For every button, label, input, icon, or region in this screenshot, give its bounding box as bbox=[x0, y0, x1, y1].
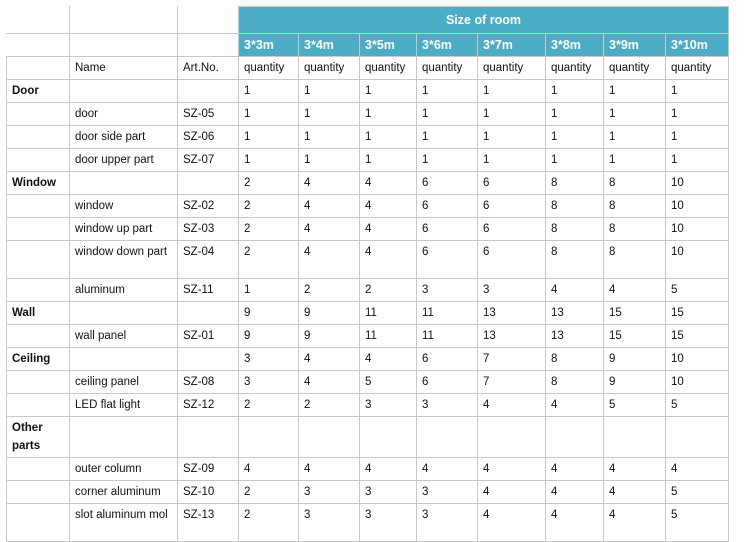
section-cell bbox=[7, 241, 70, 279]
quantity-column-header: quantity bbox=[604, 57, 666, 80]
table-row bbox=[7, 394, 729, 417]
quantity-cell bbox=[604, 417, 666, 458]
quantity-cell: 13 bbox=[478, 302, 546, 325]
quantity-cell: 9 bbox=[239, 302, 299, 325]
item-name-cell: slot aluminum mol bbox=[70, 504, 178, 542]
quantity-cell: 6 bbox=[417, 348, 478, 371]
quantity-cell: 3 bbox=[299, 504, 360, 542]
header-blank bbox=[7, 34, 70, 57]
quantity-cell: 15 bbox=[604, 302, 666, 325]
size-column-header: 3*9m bbox=[604, 34, 666, 57]
quantity-cell: 13 bbox=[546, 325, 604, 348]
table-row bbox=[7, 103, 729, 126]
item-name-cell: window bbox=[70, 195, 178, 218]
quantity-cell: 1 bbox=[666, 126, 729, 149]
quantity-cell: 4 bbox=[360, 195, 417, 218]
quantity-cell: 8 bbox=[546, 218, 604, 241]
quantity-cell: 1 bbox=[299, 149, 360, 172]
quantity-cell: 6 bbox=[478, 218, 546, 241]
art-no-cell: SZ-08 bbox=[178, 371, 239, 394]
quantity-cell: 3 bbox=[417, 504, 478, 542]
quantity-cell: 6 bbox=[417, 241, 478, 279]
quantity-cell: 10 bbox=[666, 172, 729, 195]
quantity-cell: 4 bbox=[604, 279, 666, 302]
art-no-cell: SZ-07 bbox=[178, 149, 239, 172]
quantity-cell: 2 bbox=[239, 218, 299, 241]
quantity-cell: 9 bbox=[604, 348, 666, 371]
quantity-cell: 1 bbox=[666, 149, 729, 172]
quantity-cell: 15 bbox=[666, 325, 729, 348]
item-name-cell: wall panel bbox=[70, 325, 178, 348]
item-name-cell: window up part bbox=[70, 218, 178, 241]
quantity-cell: 9 bbox=[299, 325, 360, 348]
table-row bbox=[7, 348, 729, 371]
section-cell bbox=[7, 325, 70, 348]
quantity-cell: 2 bbox=[239, 195, 299, 218]
section-cell bbox=[7, 195, 70, 218]
table-row bbox=[7, 172, 729, 195]
table-row bbox=[7, 195, 729, 218]
size-column-header: 3*6m bbox=[417, 34, 478, 57]
quantity-cell: 1 bbox=[666, 103, 729, 126]
quantity-cell: 3 bbox=[299, 481, 360, 504]
table-row bbox=[7, 80, 729, 103]
quantity-cell: 1 bbox=[239, 126, 299, 149]
quantity-cell: 1 bbox=[604, 80, 666, 103]
quantity-cell: 1 bbox=[239, 103, 299, 126]
item-name-cell bbox=[70, 80, 178, 103]
quantity-cell: 4 bbox=[478, 394, 546, 417]
quantity-cell: 7 bbox=[478, 348, 546, 371]
quantity-cell: 4 bbox=[546, 458, 604, 481]
art-no-cell: SZ-09 bbox=[178, 458, 239, 481]
quantity-cell: 5 bbox=[666, 481, 729, 504]
item-name-cell: window down part bbox=[70, 241, 178, 279]
header-blank bbox=[178, 7, 239, 34]
quantity-cell: 1 bbox=[239, 149, 299, 172]
item-name-cell: door upper part bbox=[70, 149, 178, 172]
header-blank bbox=[70, 7, 178, 34]
name-column-header: Name bbox=[70, 57, 178, 80]
table-row bbox=[7, 149, 729, 172]
quantity-cell: 1 bbox=[666, 80, 729, 103]
item-name-cell: aluminum bbox=[70, 279, 178, 302]
art-no-cell bbox=[178, 417, 239, 458]
quantity-cell: 8 bbox=[546, 195, 604, 218]
quantity-cell: 4 bbox=[546, 504, 604, 542]
quantity-cell: 8 bbox=[604, 172, 666, 195]
quantity-cell: 10 bbox=[666, 371, 729, 394]
section-cell bbox=[7, 126, 70, 149]
quantity-cell: 13 bbox=[478, 325, 546, 348]
table-row bbox=[7, 481, 729, 504]
section-cell bbox=[7, 394, 70, 417]
quantity-cell: 4 bbox=[546, 394, 604, 417]
size-of-room-header: Size of room bbox=[239, 7, 729, 34]
item-name-cell bbox=[70, 302, 178, 325]
quantity-cell: 10 bbox=[666, 218, 729, 241]
quantity-cell bbox=[360, 417, 417, 458]
quantity-cell: 4 bbox=[360, 348, 417, 371]
size-column-header: 3*8m bbox=[546, 34, 604, 57]
quantity-cell: 4 bbox=[360, 172, 417, 195]
art-no-cell: SZ-01 bbox=[178, 325, 239, 348]
quantity-cell: 9 bbox=[604, 371, 666, 394]
quantity-cell: 2 bbox=[299, 394, 360, 417]
quantity-cell: 13 bbox=[546, 302, 604, 325]
section-cell bbox=[7, 218, 70, 241]
item-name-cell bbox=[70, 417, 178, 458]
quantity-cell: 9 bbox=[239, 325, 299, 348]
section-cell: Other parts bbox=[7, 417, 70, 458]
quantity-cell: 3 bbox=[239, 348, 299, 371]
section-cell bbox=[7, 504, 70, 542]
quantity-cell: 2 bbox=[239, 172, 299, 195]
quantity-cell: 11 bbox=[360, 302, 417, 325]
quantity-cell: 1 bbox=[299, 80, 360, 103]
item-name-cell: door bbox=[70, 103, 178, 126]
quantity-cell: 15 bbox=[604, 325, 666, 348]
quantity-cell: 1 bbox=[478, 126, 546, 149]
quantity-cell: 11 bbox=[417, 302, 478, 325]
quantity-cell: 4 bbox=[604, 458, 666, 481]
quantity-column-header: quantity bbox=[478, 57, 546, 80]
quantity-cell: 1 bbox=[299, 126, 360, 149]
quantity-cell: 4 bbox=[478, 504, 546, 542]
quantity-cell bbox=[666, 417, 729, 458]
quantity-cell: 4 bbox=[299, 195, 360, 218]
quantity-cell: 4 bbox=[604, 504, 666, 542]
quantity-cell: 11 bbox=[360, 325, 417, 348]
table-row bbox=[7, 504, 729, 542]
section-cell bbox=[7, 279, 70, 302]
quantity-cell: 2 bbox=[360, 279, 417, 302]
quantity-cell: 3 bbox=[417, 481, 478, 504]
quantity-cell: 4 bbox=[239, 458, 299, 481]
item-name-cell: ceiling panel bbox=[70, 371, 178, 394]
section-cell bbox=[7, 371, 70, 394]
quantity-cell: 4 bbox=[478, 458, 546, 481]
section-cell bbox=[7, 458, 70, 481]
art-no-cell bbox=[178, 80, 239, 103]
quantity-cell: 10 bbox=[666, 348, 729, 371]
quantity-cell: 4 bbox=[604, 481, 666, 504]
quantity-cell: 8 bbox=[546, 172, 604, 195]
quantity-cell: 5 bbox=[666, 279, 729, 302]
quantity-cell: 4 bbox=[546, 279, 604, 302]
quantity-cell: 4 bbox=[299, 172, 360, 195]
size-column-header: 3*4m bbox=[299, 34, 360, 57]
art-no-cell: SZ-03 bbox=[178, 218, 239, 241]
table-row bbox=[7, 126, 729, 149]
section-column-header bbox=[7, 57, 70, 80]
art-no-cell bbox=[178, 302, 239, 325]
quantity-cell: 10 bbox=[666, 241, 729, 279]
quantity-cell bbox=[239, 417, 299, 458]
size-column-header: 3*5m bbox=[360, 34, 417, 57]
quantity-cell: 6 bbox=[478, 172, 546, 195]
quantity-cell: 1 bbox=[239, 279, 299, 302]
art-no-cell bbox=[178, 172, 239, 195]
quantity-cell: 5 bbox=[666, 504, 729, 542]
item-name-cell: outer column bbox=[70, 458, 178, 481]
quantity-cell: 2 bbox=[239, 504, 299, 542]
quantity-cell: 1 bbox=[360, 80, 417, 103]
quantity-cell: 4 bbox=[299, 241, 360, 279]
quantity-cell: 3 bbox=[360, 394, 417, 417]
quantity-cell: 9 bbox=[299, 302, 360, 325]
quantity-cell: 7 bbox=[478, 371, 546, 394]
quantity-cell: 1 bbox=[299, 103, 360, 126]
quantity-cell: 1 bbox=[546, 149, 604, 172]
item-name-cell: LED flat light bbox=[70, 394, 178, 417]
quantity-cell: 5 bbox=[604, 394, 666, 417]
quantity-column-header: quantity bbox=[239, 57, 299, 80]
section-cell: Window bbox=[7, 172, 70, 195]
quantity-column-header: quantity bbox=[417, 57, 478, 80]
quantity-cell: 4 bbox=[299, 458, 360, 481]
quantity-cell: 4 bbox=[360, 241, 417, 279]
quantity-cell: 5 bbox=[666, 394, 729, 417]
quantity-cell: 1 bbox=[417, 149, 478, 172]
table-row bbox=[7, 417, 729, 458]
quantity-cell: 1 bbox=[478, 80, 546, 103]
quantity-cell bbox=[478, 417, 546, 458]
quantity-cell: 1 bbox=[360, 149, 417, 172]
quantity-cell: 1 bbox=[417, 80, 478, 103]
quantity-cell: 4 bbox=[360, 458, 417, 481]
section-cell bbox=[7, 481, 70, 504]
art-no-cell: SZ-12 bbox=[178, 394, 239, 417]
item-name-cell bbox=[70, 172, 178, 195]
room-size-table bbox=[6, 6, 729, 542]
art-no-cell: SZ-06 bbox=[178, 126, 239, 149]
quantity-cell: 8 bbox=[604, 195, 666, 218]
quantity-cell: 6 bbox=[478, 195, 546, 218]
quantity-cell: 1 bbox=[417, 103, 478, 126]
item-name-cell: corner aluminum bbox=[70, 481, 178, 504]
quantity-cell: 1 bbox=[546, 103, 604, 126]
quantity-cell: 1 bbox=[360, 103, 417, 126]
section-cell: Ceiling bbox=[7, 348, 70, 371]
quantity-cell: 6 bbox=[417, 172, 478, 195]
quantity-cell: 1 bbox=[604, 103, 666, 126]
quantity-cell: 5 bbox=[360, 371, 417, 394]
table-row bbox=[7, 325, 729, 348]
quantity-cell: 3 bbox=[360, 481, 417, 504]
table-row bbox=[7, 458, 729, 481]
quantity-cell: 3 bbox=[417, 394, 478, 417]
quantity-cell bbox=[299, 417, 360, 458]
quantity-cell: 8 bbox=[546, 371, 604, 394]
quantity-cell: 8 bbox=[546, 241, 604, 279]
quantity-cell: 2 bbox=[299, 279, 360, 302]
size-column-header: 3*3m bbox=[239, 34, 299, 57]
art-no-column-header: Art.No. bbox=[178, 57, 239, 80]
quantity-cell: 8 bbox=[546, 348, 604, 371]
quantity-cell bbox=[546, 417, 604, 458]
quantity-cell: 6 bbox=[417, 195, 478, 218]
quantity-cell: 15 bbox=[666, 302, 729, 325]
header-blank bbox=[178, 34, 239, 57]
section-cell: Door bbox=[7, 80, 70, 103]
table-row bbox=[7, 302, 729, 325]
quantity-cell: 3 bbox=[239, 371, 299, 394]
quantity-cell: 2 bbox=[239, 481, 299, 504]
quantity-cell: 4 bbox=[666, 458, 729, 481]
art-no-cell: SZ-02 bbox=[178, 195, 239, 218]
quantity-cell: 4 bbox=[299, 348, 360, 371]
quantity-cell: 4 bbox=[478, 481, 546, 504]
quantity-cell: 4 bbox=[546, 481, 604, 504]
table-row bbox=[7, 241, 729, 279]
quantity-cell: 8 bbox=[604, 218, 666, 241]
quantity-column-header: quantity bbox=[666, 57, 729, 80]
quantity-cell: 3 bbox=[478, 279, 546, 302]
quantity-cell: 3 bbox=[360, 504, 417, 542]
item-name-cell: door side part bbox=[70, 126, 178, 149]
quantity-cell: 4 bbox=[299, 218, 360, 241]
quantity-cell: 4 bbox=[299, 371, 360, 394]
art-no-cell: SZ-05 bbox=[178, 103, 239, 126]
quantity-cell: 1 bbox=[546, 80, 604, 103]
quantity-cell: 3 bbox=[417, 279, 478, 302]
quantity-cell: 1 bbox=[478, 103, 546, 126]
art-no-cell: SZ-13 bbox=[178, 504, 239, 542]
table-row bbox=[7, 371, 729, 394]
quantity-cell: 2 bbox=[239, 394, 299, 417]
quantity-cell: 6 bbox=[417, 371, 478, 394]
art-no-cell bbox=[178, 348, 239, 371]
quantity-cell: 1 bbox=[604, 126, 666, 149]
section-cell bbox=[7, 149, 70, 172]
section-cell bbox=[7, 103, 70, 126]
table-row bbox=[7, 279, 729, 302]
quantity-cell: 4 bbox=[360, 218, 417, 241]
quantity-cell: 1 bbox=[546, 126, 604, 149]
item-name-cell bbox=[70, 348, 178, 371]
table-row bbox=[7, 218, 729, 241]
quantity-cell: 6 bbox=[417, 218, 478, 241]
quantity-cell: 1 bbox=[239, 80, 299, 103]
header-blank bbox=[7, 7, 70, 34]
quantity-column-header: quantity bbox=[299, 57, 360, 80]
header-blank bbox=[70, 34, 178, 57]
quantity-cell: 6 bbox=[478, 241, 546, 279]
quantity-cell: 8 bbox=[604, 241, 666, 279]
section-cell: Wall bbox=[7, 302, 70, 325]
quantity-cell: 1 bbox=[478, 149, 546, 172]
quantity-cell: 1 bbox=[417, 126, 478, 149]
quantity-column-header: quantity bbox=[546, 57, 604, 80]
size-column-header: 3*10m bbox=[666, 34, 729, 57]
art-no-cell: SZ-11 bbox=[178, 279, 239, 302]
quantity-cell: 2 bbox=[239, 241, 299, 279]
quantity-cell bbox=[417, 417, 478, 458]
quantity-cell: 1 bbox=[360, 126, 417, 149]
quantity-column-header: quantity bbox=[360, 57, 417, 80]
quantity-cell: 1 bbox=[604, 149, 666, 172]
quantity-cell: 11 bbox=[417, 325, 478, 348]
art-no-cell: SZ-04 bbox=[178, 241, 239, 279]
quantity-cell: 10 bbox=[666, 195, 729, 218]
art-no-cell: SZ-10 bbox=[178, 481, 239, 504]
size-column-header: 3*7m bbox=[478, 34, 546, 57]
quantity-cell: 4 bbox=[417, 458, 478, 481]
